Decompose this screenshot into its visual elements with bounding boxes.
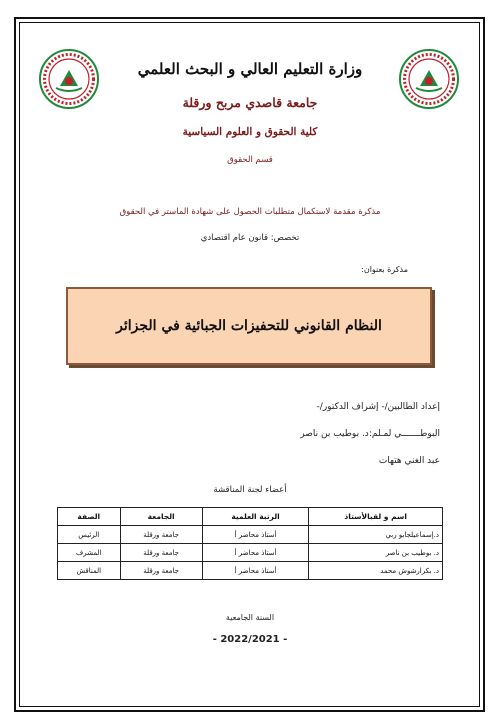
jury-member-university: جامعة ورقلة <box>120 562 202 580</box>
department-name: قسم الحقوق <box>227 155 273 165</box>
table-row <box>58 562 443 580</box>
jury-caption: أعضاء لجنة المناقشة <box>213 485 287 495</box>
university-name: جامعة قاصدي مربح ورقلة <box>182 95 318 110</box>
column-header: الجامعة <box>120 508 202 526</box>
jury-member-rank: أستاذ محاضر أ <box>202 562 309 580</box>
jury-member-rank: أستاذ محاضر أ <box>202 544 309 562</box>
table-header-row <box>58 508 443 526</box>
jury-member-name: د. بوطيب بن ناصر <box>309 544 443 562</box>
jury-member-university: جامعة ورقلة <box>120 544 202 562</box>
student-name: عبد الغني هتهات <box>378 456 440 466</box>
academic-year-value: 2022/2021 <box>220 634 280 645</box>
jury-member-role: المشرف <box>58 544 121 562</box>
prepared-by-label: إعداد الطالبين/- إشراف الدكتور/- <box>316 402 440 412</box>
column-header: الصفة <box>58 508 121 526</box>
jury-member-name: د. بكرارشوش محمد <box>309 562 443 580</box>
jury-table <box>57 507 443 580</box>
specialty: تخصص: قانون عام اقتصادي <box>200 233 300 243</box>
table-row <box>58 526 443 544</box>
jury-member-rank: أستاذ محاضر أ <box>202 526 309 544</box>
academic-year: - 2022/2021 - <box>212 634 288 645</box>
faculty-name: كلية الحقوق و العلوم السياسية <box>182 126 318 138</box>
column-header: الرتبة العلمية <box>202 508 309 526</box>
thesis-title: النظام القانوني للتحفيزات الجبائية في الجزائر <box>116 318 382 334</box>
memo-titled-label: مذكرة بعنوان: <box>361 265 408 274</box>
jury-member-role: الرئيس <box>58 526 121 544</box>
ministry-title: وزارة التعليم العالي و البحث العلمي <box>137 60 363 78</box>
jury-member-university: جامعة ورقلة <box>120 526 202 544</box>
jury-member-role: المناقش <box>58 562 121 580</box>
thesis-title-box <box>66 287 432 365</box>
column-header: اسم و لقبالأستاذ <box>309 508 443 526</box>
table-row <box>58 544 443 562</box>
academic-year-label: السنة الجامعية <box>225 613 275 622</box>
student-supervisor-line: البوطـــــــي لمـلم:د. بوطيب بن ناصر <box>300 429 440 439</box>
jury-member-name: د.إسماعيلجابو ربي <box>309 526 443 544</box>
memo-purpose: مذكرة مقدمة لاستكمال متطلبات الحصول على شهادة الماستر في الحقوق <box>119 207 381 217</box>
